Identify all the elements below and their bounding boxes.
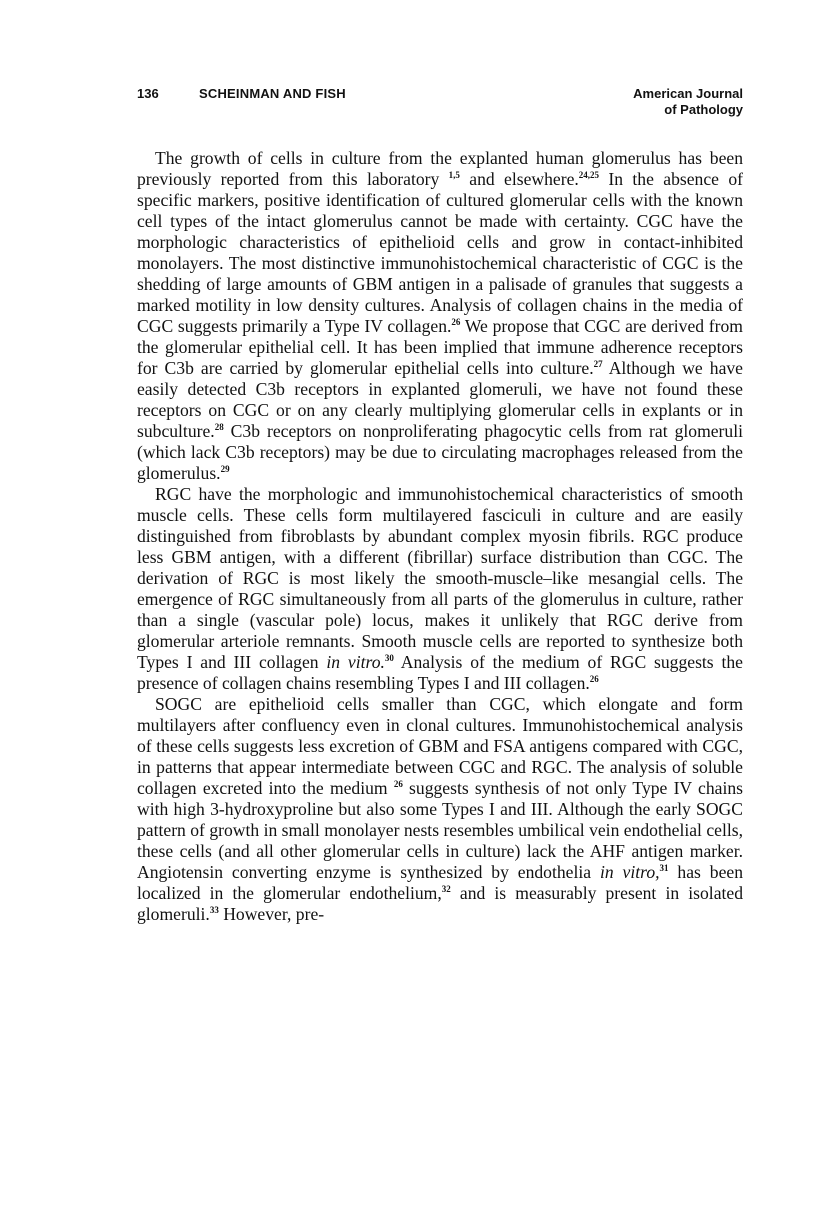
text-segment: The growth of cells in culture from the explanted human glomerulus has been previously reported from this laboratory [137,148,743,189]
journal-name-line1: American Journal [633,86,743,101]
reference-marker: 26 [451,317,461,328]
text-segment: C3b receptors on nonproliferating phagocytic cells from rat glomeruli (which lack C3b receptors) may be due to circulating macrophages released from the glomerulus. [137,421,743,483]
journal-name-line2: of Pathology [664,102,743,117]
italic-term: in vitro, [599,862,660,882]
text-segment: Analysis of the medium of RGC suggests the presence of collagen chains resembling Types I and III collagen. [137,652,743,693]
text-segment: Although we have easily detected C3b receptors in explanted glomeruli, we have not found these receptors on CGC or on any clearly multiplying glomerular cells in explants or in subculture. [137,358,743,441]
reference-marker: 28 [214,422,224,433]
reference-marker: 29 [220,464,230,475]
reference-marker: 1,5 [448,170,460,181]
text-segment: RGC have the morphologic and immunohistochemical characteristics of smooth muscle cells. These cells form multilayered fasciculi in culture and are easily distinguished from fibroblasts by abundant complex myosin fibrils. RGC produce less GBM antigen, with a different (fibrillar) surface distribution than CGC. The derivation of RGC is most likely the smooth-muscle–like mesangial cells. The emergence of RGC simultaneously from all parts of the glomerulus in culture, rather than a single (vascular pole) locus, makes it unlikely that RGC derive from glomerular arteriole remnants. Smooth muscle cells are reported to synthesize both Types I and III collagen [137,484,743,672]
text-segment: and is measurably present in isolated glomeruli. [137,883,743,924]
page-number: 136 [137,86,159,101]
text-segment: SOGC are epithelioid cells smaller than CGC, which elongate and form multilayers after confluency even in clonal cultures. Immunohistochemical analysis of these cells suggests less excretion of GBM and FSA antigens compared with CGC, in patterns that appear intermediate between CGC and RGC. The analysis of soluble collagen excreted into the medium [137,694,743,798]
paragraph-sogc [137,694,743,925]
italic-term: in vitro. [326,652,385,672]
text-segment: suggests synthesis of not only Type IV chains with high 3-hydroxyproline but also some Types I and III. Although the early SOGC pattern of growth in small monolayer nests resembles umbilical vein endothelial cells, these cells (and all other glomerular cells in culture) lack the AHF antigen marker. Angiotensin converting enzyme is synthesized by endothelia [137,778,743,882]
reference-marker: 32 [441,884,451,895]
running-authors: SCHEINMAN AND FISH [199,86,346,101]
text-segment: In the absence of specific markers, positive identification of cultured glomerular cells with the known cell types of the intact glomerulus cannot be made with certainty. CGC have the morphologic characteristics of epithelioid cells and grow in contact-inhibited monolayers. The most distinctive immunohistochemical characteristic of CGC is the shedding of large amounts of GBM antigen in a palisade of granules that suggests a marked motility in low density cultures. Analysis of collagen chains in the media of CGC suggests primarily a Type IV collagen. [137,169,743,336]
reference-marker: 31 [659,863,669,874]
paragraph-cgc [137,148,743,484]
reference-marker: 30 [384,653,394,664]
body-text [137,148,743,925]
text-segment: However, pre- [218,904,325,924]
paragraph-rgc [137,484,743,694]
reference-marker: 26 [393,779,403,790]
running-header [137,86,743,122]
text-segment: and elsewhere. [459,169,579,189]
reference-marker: 26 [589,674,599,685]
reference-marker: 24,25 [578,170,600,181]
journal-name [633,86,743,118]
reference-marker: 33 [209,905,219,916]
text-segment: We propose that CGC are derived from the glomerular epithelial cell. It has been implied that immune adherence receptors for C3b are carried by glomerular epithelial cells into culture. [137,316,743,378]
reference-marker: 27 [593,359,603,370]
text-segment: has been localized in the glomerular endothelium, [137,862,743,903]
